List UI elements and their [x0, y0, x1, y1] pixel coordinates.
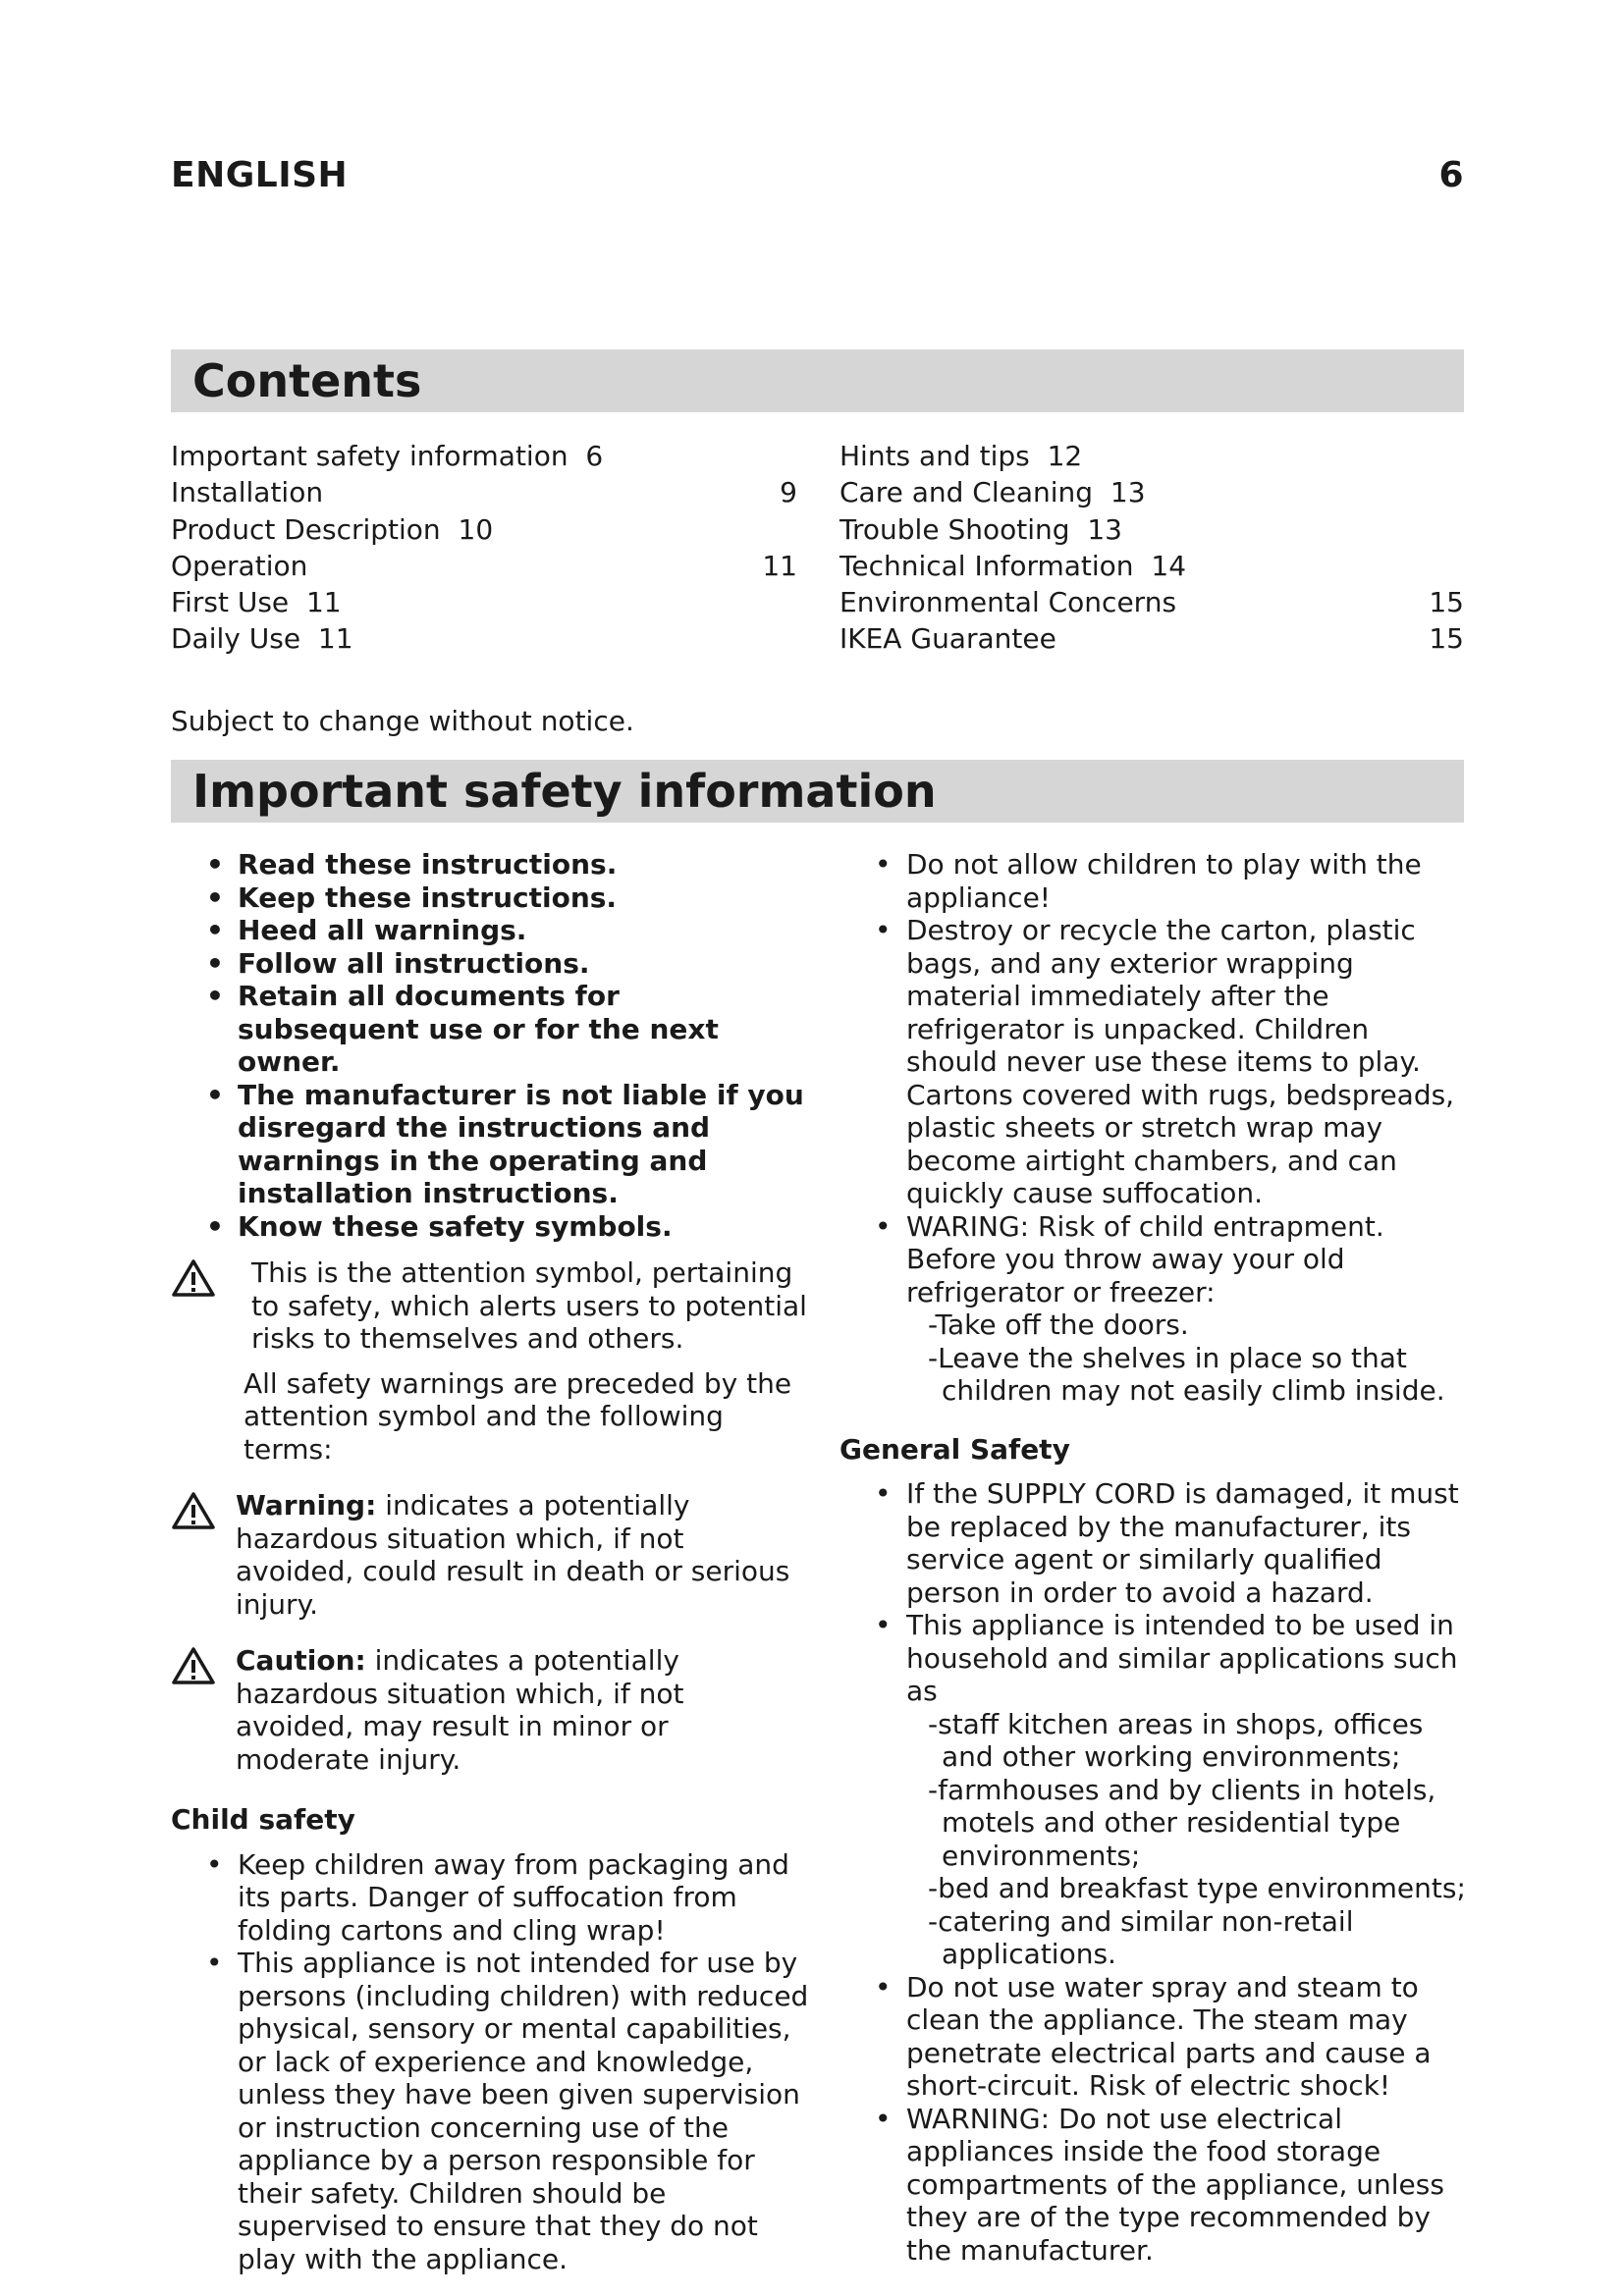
list-item: • Read these instructions. [187, 848, 809, 881]
contents-title: Contents [192, 354, 422, 407]
warning-triangle-icon [171, 1258, 216, 1298]
child-safety-heading: Child safety [171, 1803, 355, 1836]
toc-entry-label: Trouble Shooting [839, 512, 1070, 546]
list-item: • If the SUPPLY CORD is damaged, it must be replaced by the manufacturer, its service agent or similarly qualified person in order to avoid a hazard. [855, 1477, 1468, 1609]
toc-entry-page: 11 [317, 622, 353, 656]
sub-item: -Take off the doors. [928, 1308, 1189, 1341]
toc-entry [171, 584, 797, 620]
toc-entry [171, 438, 797, 474]
toc-entry-page: 12 [1047, 440, 1083, 472]
list-item: • Destroy or recycle the carton, plastic bags, and any exterior wrapping material immediately after the refrigerator is unpacked. Children should never use these items to play. Cartons covered with rugs, bedspreads, plastic sheets or stretch wrap may become airtight chambers, and can quickly cause suffocation. [855, 914, 1468, 1210]
toc-entry [839, 620, 1464, 657]
warning-text: indicates a potentially hazardous situation which, if not avoided, could result in death or serious injury. [236, 1489, 790, 1621]
toc-entry-page: 11 [762, 549, 797, 582]
sub-item: -bed and breakfast type environments; [928, 1872, 1466, 1904]
toc-entry [171, 548, 797, 584]
toc-entry [171, 620, 797, 657]
safety-title: Important safety information [192, 765, 937, 818]
list-item: • Keep children away from packaging and its parts. Danger of suffocation from folding cartons and cling wrap! [187, 1848, 809, 1948]
entrapment-text: WARING: Risk of child entrapment. Before you throw away your old refrigerator or freezer: [906, 1209, 1384, 1308]
toc-entry-label: Hints and tips [839, 440, 1030, 472]
intro-bullets [187, 848, 809, 1243]
list-item: • This appliance is not intended for use by persons (including children) with reduced physical, sensory or mental capabilities, or lack of experience and knowledge, unless they have been given supervision or instruction concerning use of the appliance by a person responsible for their safety. Children should be supervised to ensure that they do not play with the appliance. [187, 1947, 809, 2275]
toc-entry [839, 438, 1464, 474]
toc-right-column [839, 438, 1464, 658]
toc-entry [839, 474, 1464, 510]
caution-block [171, 1644, 809, 1776]
attention-block [171, 1256, 809, 1466]
list-item: • Keep these instructions. [187, 881, 809, 915]
warning-term: Warning: [236, 1489, 377, 1522]
safety-left-column [171, 848, 809, 2275]
change-notice: Subject to change without notice. [171, 705, 634, 737]
toc-entry-page: 10 [458, 512, 494, 546]
toc-entry [839, 584, 1464, 620]
toc-entry-page: 15 [1429, 586, 1464, 619]
toc-entry [171, 474, 797, 510]
sub-item: -Leave the shelves in place so that children may not easily climb inside. [928, 1341, 1445, 1407]
list-item: • The manufacturer is not liable if you disregard the instructions and warnings in the operating and installation instructions. [187, 1079, 809, 1210]
caution-term: Caution: [236, 1644, 366, 1677]
toc-entry-label: Important safety information [171, 440, 568, 472]
toc-entry-label: IKEA Guarantee [839, 622, 1056, 656]
page-number: 6 [1438, 155, 1464, 195]
toc-entry-label: Installation [171, 476, 324, 509]
toc-left-column [171, 438, 797, 658]
toc-entry-label: Daily Use [171, 622, 301, 656]
list-item: • Do not allow children to play with the appliance! [855, 848, 1468, 914]
right-bullets [855, 848, 1468, 1408]
toc-entry-label: First Use [171, 586, 290, 619]
toc-entry-page: 11 [305, 586, 342, 619]
toc-entry [171, 511, 797, 548]
list-item: • Retain all documents for subsequent use or for the next owner. [187, 980, 809, 1079]
list-item [855, 1210, 1468, 1408]
attention-text: This is the attention symbol, pertaining to safety, which alerts users to potential risks to themselves and others. [251, 1256, 807, 1355]
child-safety-bullets [187, 1848, 809, 2276]
sub-item: -catering and similar non-retail applications. [928, 1904, 1354, 1970]
language-heading: ENGLISH [171, 155, 349, 195]
list-item: • Heed all warnings. [187, 914, 809, 947]
toc-entry-label: Care and Cleaning [839, 476, 1094, 509]
contents-title-bar [171, 349, 1464, 412]
general-safety-heading: General Safety [839, 1432, 1070, 1466]
list-item: • Know these safety symbols. [187, 1210, 809, 1244]
warning-triangle-icon [171, 1491, 216, 1530]
toc-entry-page: 13 [1087, 512, 1122, 546]
safety-right-column [839, 848, 1468, 2267]
list-item: • Follow all instructions. [187, 947, 809, 981]
toc-entry-label: Operation [171, 549, 308, 582]
toc-entry-page: 13 [1110, 476, 1146, 509]
list-item: • WARNING: Do not use electrical appliances inside the food storage compartments of the appliance, unless they are of the type recommended by the manufacturer. [855, 2103, 1468, 2268]
safety-title-bar [171, 760, 1464, 823]
toc-entry [839, 548, 1464, 584]
list-item [855, 1609, 1468, 1971]
household-text: This appliance is intended to be used in household and similar applications such as [906, 1609, 1458, 1707]
toc-entry-label: Technical Information [839, 549, 1134, 582]
attention-note: All safety warnings are preceded by the attention symbol and the following terms: [244, 1366, 792, 1466]
sub-item: -farmhouses and by clients in hotels, motels and other residential type environments; [928, 1773, 1436, 1872]
toc-entry-page: 9 [780, 476, 797, 509]
list-item: • Do not use water spray and steam to clean the appliance. The steam may penetrate electrical parts and cause a short-circuit. Risk of electric shock! [855, 1971, 1468, 2103]
toc-entry-page: 14 [1151, 549, 1187, 582]
toc-entry-label: Product Description [171, 512, 441, 546]
general-safety-bullets [855, 1477, 1468, 2267]
sub-item: -staff kitchen areas in shops, offices and other working environments; [928, 1707, 1424, 1773]
warning-triangle-icon [171, 1646, 216, 1685]
toc-entry-label: Environmental Concerns [839, 586, 1177, 619]
toc-entry-page: 6 [585, 440, 604, 472]
toc-entry-page: 15 [1429, 622, 1464, 656]
warning-block [171, 1489, 809, 1621]
toc-entry [839, 511, 1464, 548]
caution-text: indicates a potentially hazardous situation which, if not avoided, may result in minor or moderate injury. [236, 1644, 684, 1776]
